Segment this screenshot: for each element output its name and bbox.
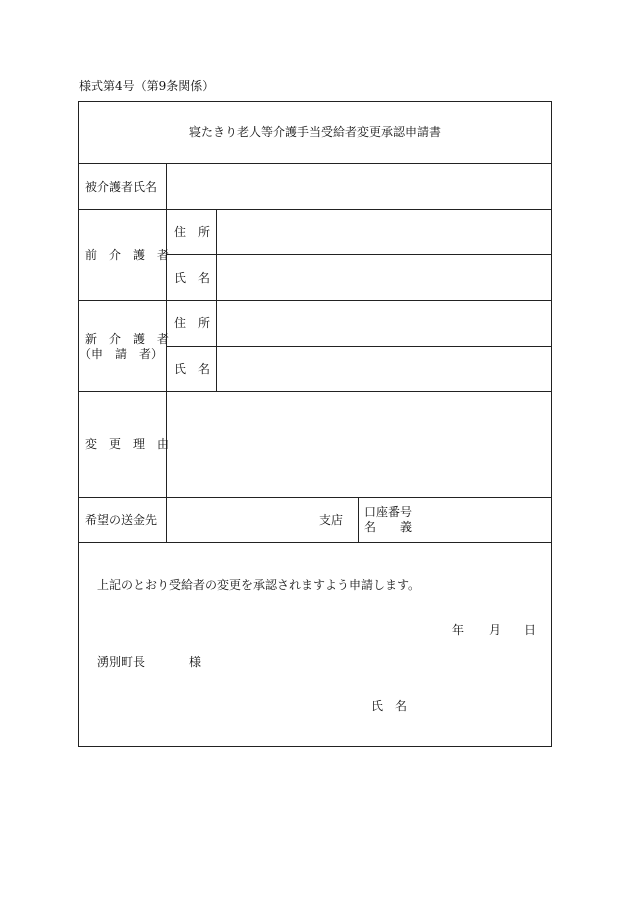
former-caregiver-name-label: 氏 名 <box>174 271 211 285</box>
applicant-name-label: 氏 名 <box>371 699 408 713</box>
former-caregiver-label: 前 介 護 者 <box>85 248 170 262</box>
former-caregiver-name-field[interactable] <box>217 255 551 300</box>
account-holder-label: 名 義 <box>364 520 413 534</box>
divider <box>358 497 359 542</box>
declaration-statement: 上記のとおり受給者の変更を承認されますよう申請します。 <box>97 578 421 592</box>
date-year-label: 年 <box>452 623 465 637</box>
account-details-field[interactable] <box>419 498 551 542</box>
branch-label: 支店 <box>319 513 344 527</box>
form-number: 様式第4号（第9条関係） <box>79 79 215 93</box>
care-recipient-label: 被介護者氏名 <box>85 180 158 194</box>
new-caregiver-name-field[interactable] <box>217 347 551 391</box>
divider <box>79 542 551 543</box>
former-caregiver-address-label: 住 所 <box>174 225 211 239</box>
remittance-label: 希望の送金先 <box>85 513 158 527</box>
change-reason-field[interactable] <box>167 392 551 497</box>
new-caregiver-address-field[interactable] <box>217 301 551 346</box>
account-number-label: 口座番号 <box>364 505 413 519</box>
form-title: 寝たきり老人等介護手当受給者変更承認申請書 <box>188 125 441 139</box>
new-caregiver-address-label: 住 所 <box>174 316 211 330</box>
honorific: 様 <box>189 655 202 669</box>
addressee: 湧別町長 <box>97 655 146 669</box>
new-caregiver-name-label: 氏 名 <box>174 362 211 376</box>
change-reason-label: 変 更 理 由 <box>85 437 170 451</box>
former-caregiver-address-field[interactable] <box>217 210 551 254</box>
new-caregiver-label: 新 介 護 者 <box>85 332 170 346</box>
date-day-label: 日 <box>524 623 537 637</box>
care-recipient-name-field[interactable] <box>167 164 551 209</box>
applicant-label: （申 請 者） <box>79 347 164 361</box>
date-month-label: 月 <box>489 623 502 637</box>
applicant-name-field[interactable] <box>409 692 539 716</box>
application-form <box>78 101 552 747</box>
